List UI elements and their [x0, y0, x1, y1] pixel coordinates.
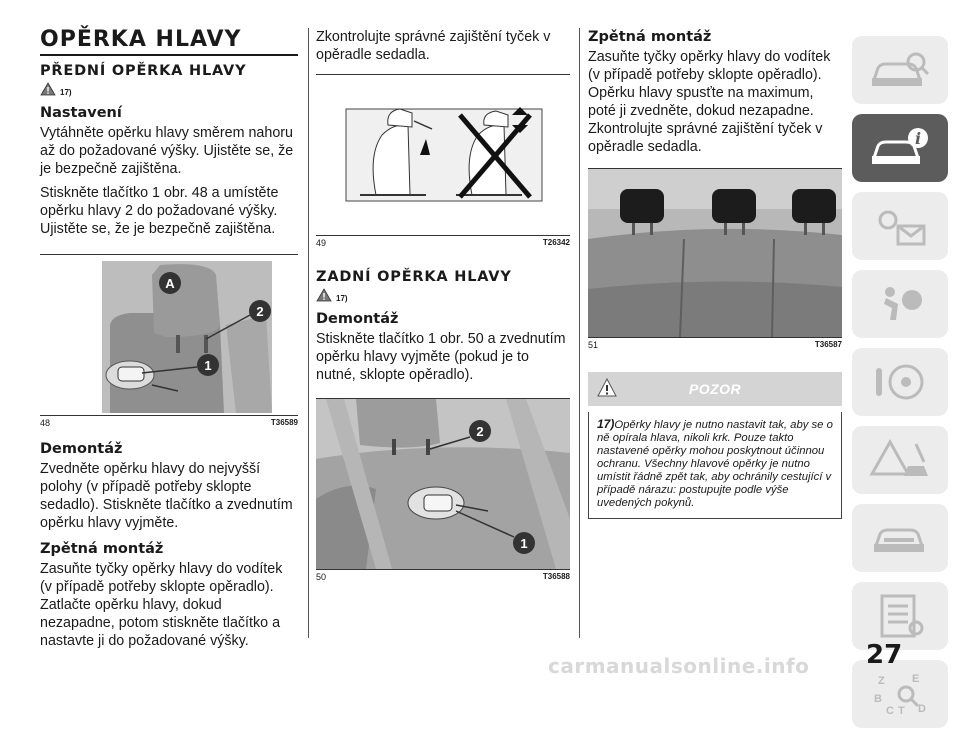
heading-demontaz: Demontáž	[40, 441, 123, 457]
svg-text:i: i	[914, 129, 922, 148]
svg-text:Z: Z	[878, 675, 885, 687]
column-divider	[579, 28, 580, 638]
heading-demontaz: Demontáž	[316, 311, 399, 327]
front-headrest-illustration	[40, 255, 298, 415]
figure-number: 51	[588, 340, 599, 350]
figure-48-caption	[40, 418, 298, 428]
specifications-list-icon	[868, 592, 932, 640]
column-divider	[308, 28, 309, 638]
warning-triangle-icon	[316, 288, 332, 302]
figure-48	[40, 254, 298, 416]
column-2	[316, 28, 570, 582]
figure-number: 49	[316, 238, 327, 248]
page-number: 27	[866, 640, 903, 670]
heading-nastaveni: Nastavení	[40, 105, 122, 121]
rear-headrest-illustration	[316, 399, 570, 569]
svg-text:B: B	[874, 693, 882, 705]
pozor-ref-number: 17)	[597, 417, 615, 431]
car-service-icon	[868, 514, 932, 562]
heading-zpetna-montaz: Zpětná montáž	[588, 29, 712, 45]
figure-50	[316, 398, 570, 570]
warning-ref-number: 17)	[336, 294, 348, 303]
pozor-warning-text: Opěrky hlavy je nutno nastavit tak, aby se o ně opírala hlava, nikoli krk. Pouze takto nastavené opěrky mohou poskytnout účinnou ochranu. Všechny hlavové opěrky je nutno umístit řádně zpět tak, aby ochránily cestující v případě nárazu: postupujte podle výše uvedených pokynů.	[597, 419, 833, 509]
figure-code: T36587	[814, 340, 842, 349]
airbag-person-icon	[868, 280, 932, 328]
svg-text:A: A	[165, 276, 175, 291]
paragraph: Zkontrolujte správné zajištění tyček v opěradle sedadla.	[316, 29, 551, 63]
figure-number: 50	[316, 572, 327, 582]
heading-zpetna-montaz: Zpětná montáž	[40, 541, 164, 557]
figure-code: T36588	[542, 572, 570, 581]
car-search-icon	[868, 46, 932, 94]
pozor-header	[588, 372, 842, 406]
paragraph: Vytáhněte opěrku hlavy směrem nahoru až do požadované výšky. Ujistěte se, že je bezpečně zajištěna.	[40, 125, 294, 177]
svg-text:T: T	[898, 705, 905, 717]
rear-bench-headrests-illustration	[588, 169, 842, 337]
paragraph: Zasuňte tyčky opěrky hlavy do vodítek (v případě potřeby sklopte opěradlo). Zatlačte opěrku hlavy, dokud nezapadne, potom stiskněte tlačítko a nastavte ji do požadované výšky.	[40, 561, 283, 649]
car-info-icon	[868, 124, 932, 172]
svg-text:2: 2	[256, 304, 264, 319]
section-rear-headrest: ZADNÍ OPĚRKA HLAVY	[316, 269, 512, 285]
lights-message-icon	[868, 202, 932, 250]
pozor-title: POZOR	[688, 381, 742, 397]
figure-49	[316, 74, 570, 236]
figure-51	[588, 168, 842, 338]
paragraph: Stiskněte tlačítko 1 obr. 50 a zvednutím opěrku hlavy vyjměte (pokud je to nutné, sklopte opěradlo).	[316, 331, 566, 383]
figure-49-caption	[316, 238, 570, 248]
headrest-position-illustration	[316, 75, 570, 235]
tab-starting-driving[interactable]	[852, 348, 948, 416]
page-title: OPĚRKA HLAVY	[40, 27, 242, 52]
svg-text:C: C	[886, 705, 894, 717]
watermark: carmanualsonline.info	[548, 654, 810, 678]
warning-ref-number: 17)	[60, 88, 72, 97]
svg-text:2: 2	[476, 424, 484, 439]
svg-text:1: 1	[204, 358, 212, 373]
warning-car-icon	[868, 436, 932, 484]
pozor-body	[588, 412, 842, 519]
chapter-tabs	[852, 36, 960, 738]
warning-reference	[40, 82, 298, 102]
warning-triangle-icon	[40, 82, 56, 96]
figure-number: 48	[40, 418, 51, 428]
steering-key-icon	[868, 358, 932, 406]
column-3	[588, 28, 842, 519]
paragraph: Zvedněte opěrku hlavy do nejvyšší polohy (v případě potřeby sklopte sedadlo). Stiskněte tlačítko a zvednutím opěrku hlavy vyjměte.	[40, 461, 293, 531]
tab-emergency[interactable]	[852, 426, 948, 494]
index-alphabet-icon	[868, 670, 932, 718]
svg-text:D: D	[918, 703, 926, 715]
title-rule	[40, 54, 298, 56]
tab-service[interactable]	[852, 504, 948, 572]
section-front-headrest: PŘEDNÍ OPĚRKA HLAVY	[40, 63, 247, 79]
figure-51-caption	[588, 340, 842, 350]
warning-triangle-icon	[596, 377, 618, 399]
svg-text:1: 1	[520, 536, 528, 551]
tab-car-search[interactable]	[852, 36, 948, 104]
tab-safety[interactable]	[852, 270, 948, 338]
warning-reference	[316, 288, 570, 308]
paragraph: Stiskněte tlačítko 1 obr. 48 a umístěte opěrku hlavy 2 do požadované výšky. Ujistěte se, že je bezpečně zajištěna.	[40, 185, 279, 237]
pozor-text	[597, 418, 833, 510]
paragraph: Zasuňte tyčky opěrky hlavy do vodítek (v případě potřeby sklopte opěradlo). Opěrku hlavy spusťte na maximum, poté ji zvedněte, dokud nezapadne. Zkontrolujte správné zajištění tyček v opěradle sedadla.	[588, 49, 831, 155]
svg-text:E: E	[912, 673, 920, 685]
figure-code: T36589	[270, 418, 298, 427]
tab-lights-messages[interactable]	[852, 192, 948, 260]
tab-car-info[interactable]	[852, 114, 948, 182]
tab-index[interactable]	[852, 660, 948, 728]
figure-code: T26342	[542, 238, 570, 247]
column-1	[40, 28, 298, 650]
figure-50-caption	[316, 572, 570, 582]
